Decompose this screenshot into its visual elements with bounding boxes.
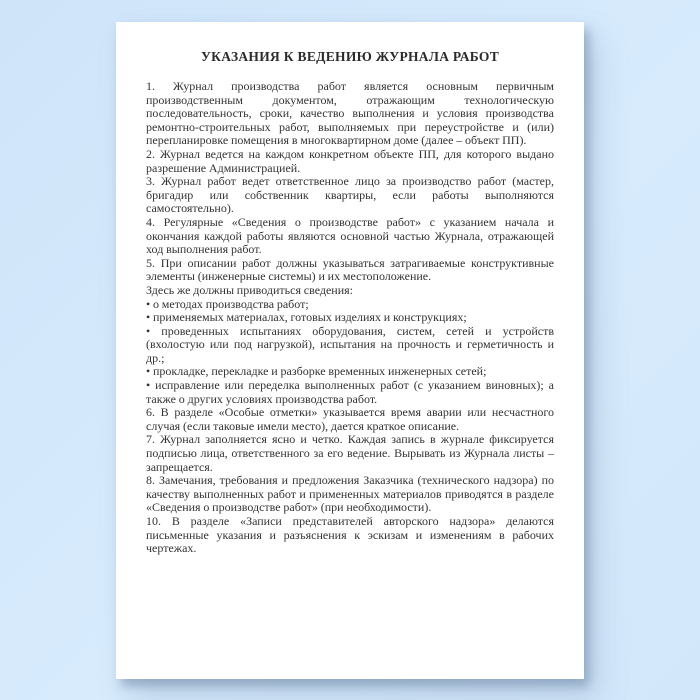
document-content [116,22,584,556]
document-page [116,22,584,679]
doc-bullet-item-3: • проведенных испытаниях оборудования, систем, сетей и устройств (вхолостую или под нагрузкой), испытания на прочность и герметичность и др.; [146,323,554,365]
doc-paragraph-4: 4. Регулярные «Сведения о производстве работ» с указанием начала и окончания каждой работы являются основной частью Журнала, отражающей ход выполнения работ. [146,214,554,257]
doc-paragraph-1: 1. Журнал производства работ является основным первичным производственным документом, отражающим технологическую последовательность, сроки, качество выполнения и условия производства ремонтно-строительных работ, выполняемых при переустройстве и (или) перепланировке помещения в многоквартирном доме (далее – объект ПП). [146,79,554,148]
doc-bullet-item-1: • о методах производства работ; [146,296,309,311]
doc-paragraph-10: 10. В разделе «Записи представителей авторского надзора» делаются письменные указания и разъяснения к эскизам и изменениям в рабочих чертежах. [146,514,554,556]
doc-bullet-item-5: • исправление или переделка выполненных работ (с указанием виновных); а также о других условиях производства работ. [146,378,554,406]
document-body [146,80,554,556]
document-title: УКАЗАНИЯ К ВЕДЕНИЮ ЖУРНАЛА РАБОТ [200,49,500,64]
doc-paragraph-5: 5. При описании работ должны указываться затрагиваемые конструктивные элементы (инженерные системы) и их местоположение. [146,255,554,284]
doc-paragraph-7: 7. Журнал заполняется ясно и четко. Каждая запись в журнале фиксируется подписью лица, ответственного за его ведение. Вырывать из Журнала листы – запрещается. [146,432,554,474]
doc-paragraph-3: 3. Журнал работ ведет ответственное лицо за производство работ (мастер, бригадир или собственник квартиры, если работы выполняются самостоятельно). [146,174,554,216]
doc-paragraph-2: 2. Журнал ведется на каждом конкретном объекте ПП, для которого выдано разрешение Администрацией. [146,146,554,175]
doc-paragraph-5-intro: Здесь же должны приводиться сведения: [146,282,354,297]
doc-paragraph-8: 8. Замечания, требования и предложения Заказчика (технического надзора) по качеству выполненных работ и примененных материалов приводятся в разделе «Сведения о производстве работ» (при необходимости). [146,473,554,515]
doc-bullet-item-2: • применяемых материалах, готовых изделиях и конструкциях; [146,310,467,325]
doc-bullet-item-4: • прокладке, перекладке и разборке временных инженерных сетей; [146,364,487,379]
doc-paragraph-6: 6. В разделе «Особые отметки» указывается время аварии или несчастного случая (если таковые имели место), дается краткое описание. [146,405,554,433]
